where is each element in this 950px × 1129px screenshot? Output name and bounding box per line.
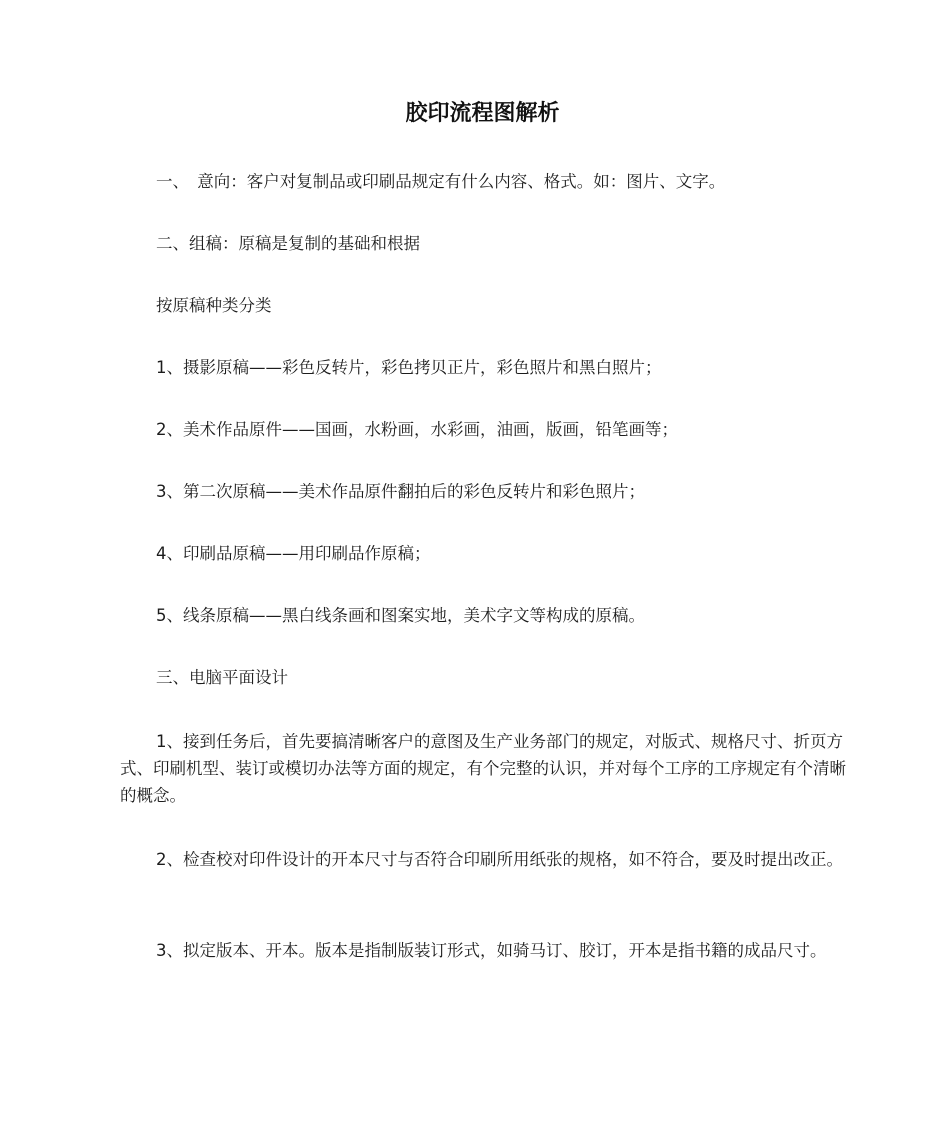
paragraph-classification: 按原稿种类分类 — [156, 296, 272, 315]
section-heading-design: 三、电脑平面设计 — [156, 668, 288, 687]
paragraph-manuscript-heading: 二、组稿：原稿是复制的基础和根据 — [156, 234, 420, 253]
list-item-print-original: 4、印刷品原稿——用印刷品作原稿； — [156, 544, 431, 563]
list-item-photo-original: 1、摄影原稿——彩色反转片，彩色拷贝正片，彩色照片和黑白照片； — [156, 358, 662, 377]
design-step-3: 3、拟定版本、开本。版本是指制版装订形式，如骑马订、胶订，开本是指书籍的成品尺寸。 — [156, 941, 827, 960]
list-item-second-original: 3、第二次原稿——美术作品原件翻拍后的彩色反转片和彩色照片； — [156, 482, 645, 501]
list-item-art-original: 2、美术作品原件——国画，水粉画，水彩画，油画，版画，铅笔画等； — [156, 420, 678, 439]
document-title: 胶印流程图解析 — [405, 101, 560, 126]
list-item-line-original: 5、线条原稿——黑白线条画和图案实地，美术字文等构成的原稿。 — [156, 606, 645, 625]
paragraph-intent: 一、 意向：客户对复制品或印刷品规定有什么内容、格式。如：图片、文字。 — [156, 172, 726, 191]
design-step-1: 1、接到任务后，首先要搞清晰客户的意图及生产业务部门的规定，对版式、规格尺寸、折页方式、印刷机型、装订或模切办法等方面的规定，有个完整的认识，并对每个工序的工序规定有个清晰的概念。 — [120, 732, 846, 805]
design-step-2: 2、检查校对印件设计的开本尺寸与否符合印刷所用纸张的规格，如不符合，要及时提出改正。 — [156, 850, 843, 869]
